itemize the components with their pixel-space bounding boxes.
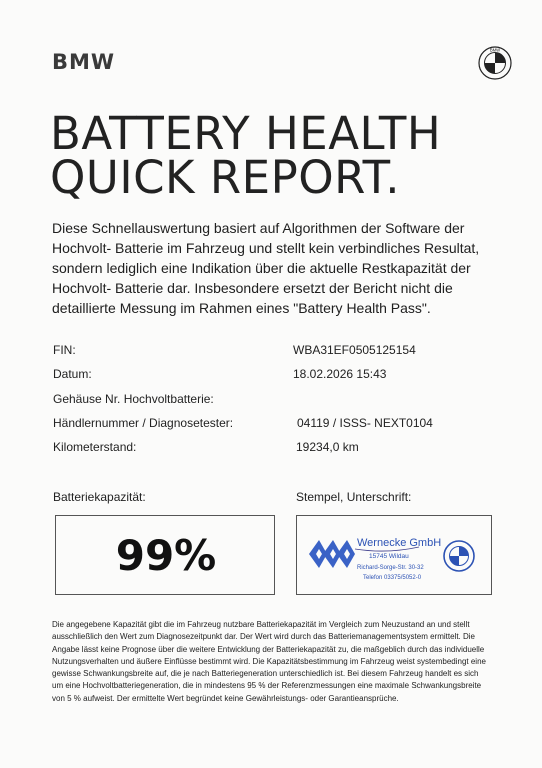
footnote-line: um eine Hochvoltbatteriegeneration, die in mindestens 95 % der Referenzmessungen eine maximale Schwankungsbreite: [52, 681, 482, 691]
page-title: [50, 107, 510, 204]
stamp-phone: Telefon 03375/5052-0: [363, 575, 422, 581]
intro-line: sondern lediglich eine Indikation über die aktuelle Restkapazität der: [52, 260, 471, 276]
stamp-city: 15745 Wildau: [369, 553, 409, 560]
capacity-label: Batteriekapazität:: [53, 490, 146, 504]
footnote-line: gewisse Schwankungsbreite auf, die je nach Batteriegeneration unterschiedlich ist. Bei diesem Fahrzeug handelt es sich: [52, 669, 479, 679]
intro-line: Hochvolt- Batterie dar. Insbesondere ersetzt der Bericht nicht die: [52, 280, 453, 296]
stamp-label: Stempel, Unterschrift:: [296, 490, 412, 504]
bmw-roundel-icon: [478, 46, 512, 80]
mileage-label: Kilometerstand:: [53, 440, 137, 454]
intro-line: Diese Schnellauswertung basiert auf Algorithmen der Software der: [52, 220, 465, 236]
intro-paragraph: [52, 218, 492, 318]
roundel-text: BMW: [489, 47, 501, 53]
stamp-company: Wernecke GmbH: [357, 537, 442, 549]
fin-value: WBA31EF0505125154: [293, 343, 416, 357]
footnote-line: Nutzungsverhalten und äußere Einflüsse bestimmt wird. Die Kapazitätsbestimmung im Fahrzeug weist systembedingt eine: [52, 656, 486, 666]
stamp-street: Richard-Sorge-Str. 30-32: [357, 565, 424, 571]
dealer-logo-icon: [309, 540, 355, 568]
date-value: 18.02.2026 15:43: [293, 367, 387, 381]
dealer-stamp: [297, 516, 491, 594]
mileage-value: 19234,0 km: [296, 440, 359, 454]
title-line-1: BATTERY HEALTH: [50, 107, 442, 160]
fin-label: FIN:: [53, 343, 76, 357]
stamp-box: [296, 515, 492, 595]
footnote-line: Die angegebene Kapazität gibt die im Fahrzeug nutzbare Batteriekapazität im Vergleich zum Neuzustand an und stellt: [52, 620, 470, 629]
capacity-box: [55, 515, 275, 595]
footnote-line: ausschließlich den Wert zum Diagnosezeitpunkt dar. Der Wert wird durch das Batteriemanagementsystem ermittelt. Die: [52, 632, 475, 642]
capacity-value: 99%: [115, 531, 217, 580]
stamp-roundel-icon: [444, 541, 474, 571]
disclaimer-footnote: [52, 619, 504, 705]
footnote-line: von 5 % aufweist. Der ermittelte Wert begründet keine Gewährleistungs- oder Garantieansprüche.: [52, 693, 399, 703]
title-line-2: QUICK REPORT.: [50, 151, 401, 204]
footnote-line: Angabe lässt keine Prognose über die weitere Entwicklung der Batteriekapazität zu, die maßgeblich durch das individuelle: [52, 644, 485, 654]
date-label: Datum:: [53, 367, 92, 381]
bmw-wordmark: BMW: [52, 50, 116, 74]
intro-line: Hochvolt- Batterie im Fahrzeug und stellt kein verbindliches Resultat,: [52, 240, 480, 256]
intro-line: detaillierte Messung im Rahmen eines "Battery Health Pass".: [52, 300, 431, 316]
dealer-tester-value: 04119 / ISSS- NEXT0104: [297, 416, 433, 430]
housing-number-label: Gehäuse Nr. Hochvoltbatterie:: [53, 392, 214, 406]
dealer-tester-label: Händlernummer / Diagnosetester:: [53, 416, 234, 430]
